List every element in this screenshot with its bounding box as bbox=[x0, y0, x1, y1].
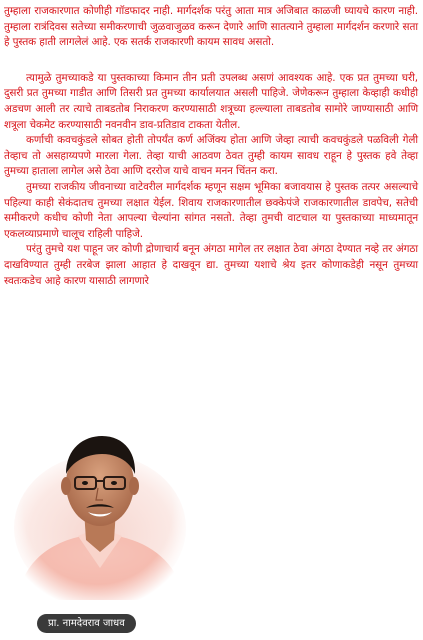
author-portrait-icon bbox=[8, 418, 188, 600]
paragraph-5: परंतु तुमचे यश पाहून जर कोणी द्रोणाचार्य बनून अंगठा मागेल तर लक्षात ठेवा अंगठा देण्यात नव्हे तर अंगठा दाखविण्यात तुम्ही तरबेज झाला आहात हे दाखवून द्या. तुमच्या यशाचे श्रेय इतर कोणाकडेही नसून तुमच्या स्वतःकडेच आहे कारण यासाठी लागणारे bbox=[4, 243, 418, 287]
paragraph-3: कर्णाची कवचकुंडले सोबत होती तोपर्यंत कर्ण अजिंक्य होता आणि जेव्हा त्याची कवचकुंडले पळविली गेली तेव्हाच तो असहाय्यपणे मारला गेला. तेव्हा याची आठवण ठेवत तुम्ही कायम सावध राहून हे पुस्तक हवे तेव्हा तुमच्या हाताला लागेल असे ठेवा आणि दररोज याचे वाचन मनन चिंतन करा. bbox=[4, 134, 418, 178]
author-caption: प्रा. नामदेवराव जाधव bbox=[37, 614, 136, 633]
author-photo bbox=[8, 418, 188, 600]
article-body bbox=[4, 4, 418, 289]
paragraph-1: तुम्हाला राजकारणात कोणीही गॉडफादर नाही. मार्गदर्शक परंतु आता मात्र अजिबात काळजी घ्यायचे कारण नाही. तुम्हाला रात्रंदिवस सतेच्या समीकरणाची जुळवाजुळव करून देणारे आणि सातत्याने तुम्हाला मार्गदर्शन करणारे सता हे पुस्तक हाती लागलेलं आहे. एक सतर्क राजकारणी कायम सावध असतो. bbox=[4, 5, 418, 49]
paragraph-4: तुमच्या राजकीय जीवनाच्या वाटेवरील मार्गदर्शक म्हणून सक्षम भूमिका बजावयास हे पुस्तक तत्पर असल्याचे पहिल्या काही सेकंदातच तुमच्या लक्षात येईल. शिवाय राजकारणातील छक्केपंजे राजकारणातील डावपेच, सतेची समीकरणे कधीच कोणी नेता आपल्या चेल्यांना सांगत नसतो. तेव्हा तुमची वाटचाल या पुस्तकाच्या माध्यमातून एकलव्याप्रमाणे चालूच राहिली पाहिजे. bbox=[4, 180, 418, 240]
paragraph-2: त्यामुळे तुमच्याकडे या पुस्तकाच्या किमान तीन प्रती उपलब्ध असणं आवश्यक आहे. एक प्रत तुमच्या घरी, दुसरी प्रत तुमच्या गाडीत आणि तिसरी प्रत तुमच्या कार्यालयात असली पाहिजे. जेणेकरून तुम्हाला केव्हाही कधीही अडचण आली तर त्याचे ताबडतोब निराकरण करण्यासाठी शत्रूच्या हल्ल्याला ताबडतोब सामोरे जाण्यासाठी आणि शत्रूला चेकमेट करण्यासाठी नवनवीन डाव-प्रतिडाव टाकता येतील. bbox=[4, 71, 418, 131]
